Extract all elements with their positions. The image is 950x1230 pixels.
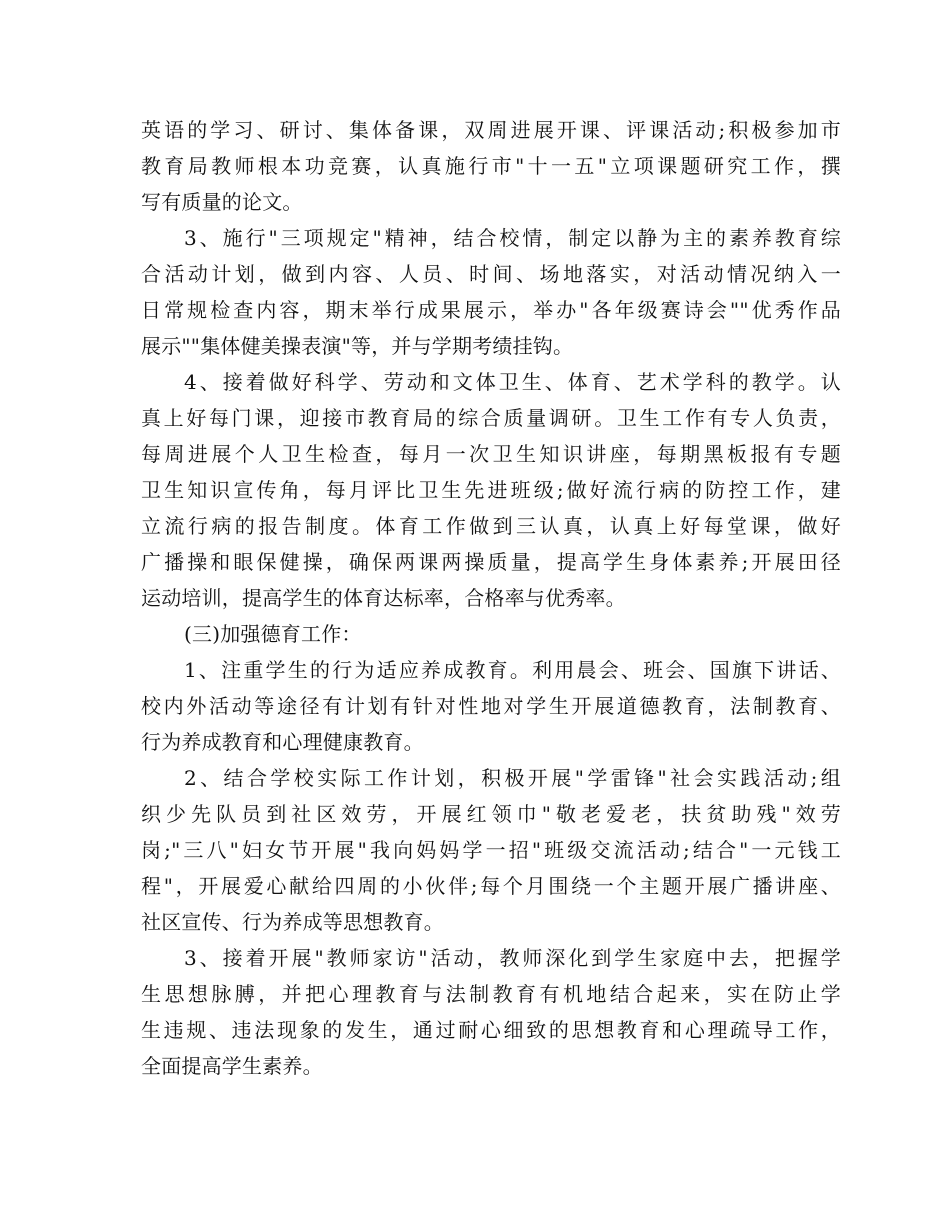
text-line: 生思想脉膊，并把心理教育与法制教育有机地结合起来，实在防止学 <box>141 982 841 1006</box>
text-line: 校内外活动等途径有计划有针对性地对学生开展道德教育，法制教育、 <box>141 694 841 718</box>
text-line: 社区宣传、行为养成等思想教育。 <box>141 910 444 934</box>
text-line: 运动培训，提高学生的体育达标率，合格率与优秀率。 <box>141 586 626 610</box>
text-line: 全面提高学生素养。 <box>141 1054 323 1078</box>
text-line: 行为养成教育和心理健康教育。 <box>141 730 424 754</box>
text-line: 展示""集体健美操表演"等，并与学期考绩挂钩。 <box>141 334 574 358</box>
text-line: 教育局教师根本功竞赛，认真施行市"十一五"立项课题研究工作，撰 <box>141 154 841 178</box>
paragraph-start-line: 3、施行"三项规定"精神，结合校情，制定以静为主的素养教育综 <box>184 226 841 250</box>
text-line: 合活动计划，做到内容、人员、时间、场地落实，对活动情况纳入一 <box>141 262 841 286</box>
section-heading: (三)加强德育工作： <box>184 622 362 646</box>
text-line: 英语的学习、研讨、集体备课，双周进展开课、评课活动;积极参加市 <box>141 118 841 142</box>
paragraph-start-line: 3、接着开展"教师家访"活动，教师深化到学生家庭中去，把握学 <box>184 946 841 970</box>
text-line: 日常规检查内容，期末举行成果展示，举办"各年级赛诗会""优秀作品 <box>141 298 841 322</box>
text-line: 岗;"三八"妇女节开展"我向妈妈学一招"班级交流活动;结合"一元钱工 <box>141 838 841 862</box>
text-line: 写有质量的论文。 <box>141 190 303 214</box>
text-line: 真上好每门课，迎接市教育局的综合质量调研。卫生工作有专人负责， <box>141 406 841 430</box>
text-line: 广播操和眼保健操，确保两课两操质量，提高学生身体素养;开展田径 <box>141 550 841 574</box>
text-line: 程"，开展爱心献给四周的小伙伴;每个月围绕一个主题开展广播讲座、 <box>141 874 841 898</box>
paragraph-start-line: 2、结合学校实际工作计划，积极开展"学雷锋"社会实践活动;组 <box>184 766 841 790</box>
text-line: 织少先队员到社区效劳，开展红领巾"敬老爱老，扶贫助残"效劳 <box>141 802 841 826</box>
text-line: 每周进展个人卫生检查，每月一次卫生知识讲座，每期黑板报有专题 <box>141 442 841 466</box>
paragraph-start-line: 4、接着做好科学、劳动和文体卫生、体育、艺术学科的教学。认 <box>184 370 841 394</box>
text-line: 立流行病的报告制度。体育工作做到三认真，认真上好每堂课，做好 <box>141 514 841 538</box>
text-line: 卫生知识宣传角，每月评比卫生先进班级;做好流行病的防控工作，建 <box>141 478 841 502</box>
text-line: 生违规、违法现象的发生，通过耐心细致的思想教育和心理疏导工作， <box>141 1018 841 1042</box>
paragraph-start-line: 1、注重学生的行为适应养成教育。利用晨会、班会、国旗下讲话、 <box>184 658 841 682</box>
